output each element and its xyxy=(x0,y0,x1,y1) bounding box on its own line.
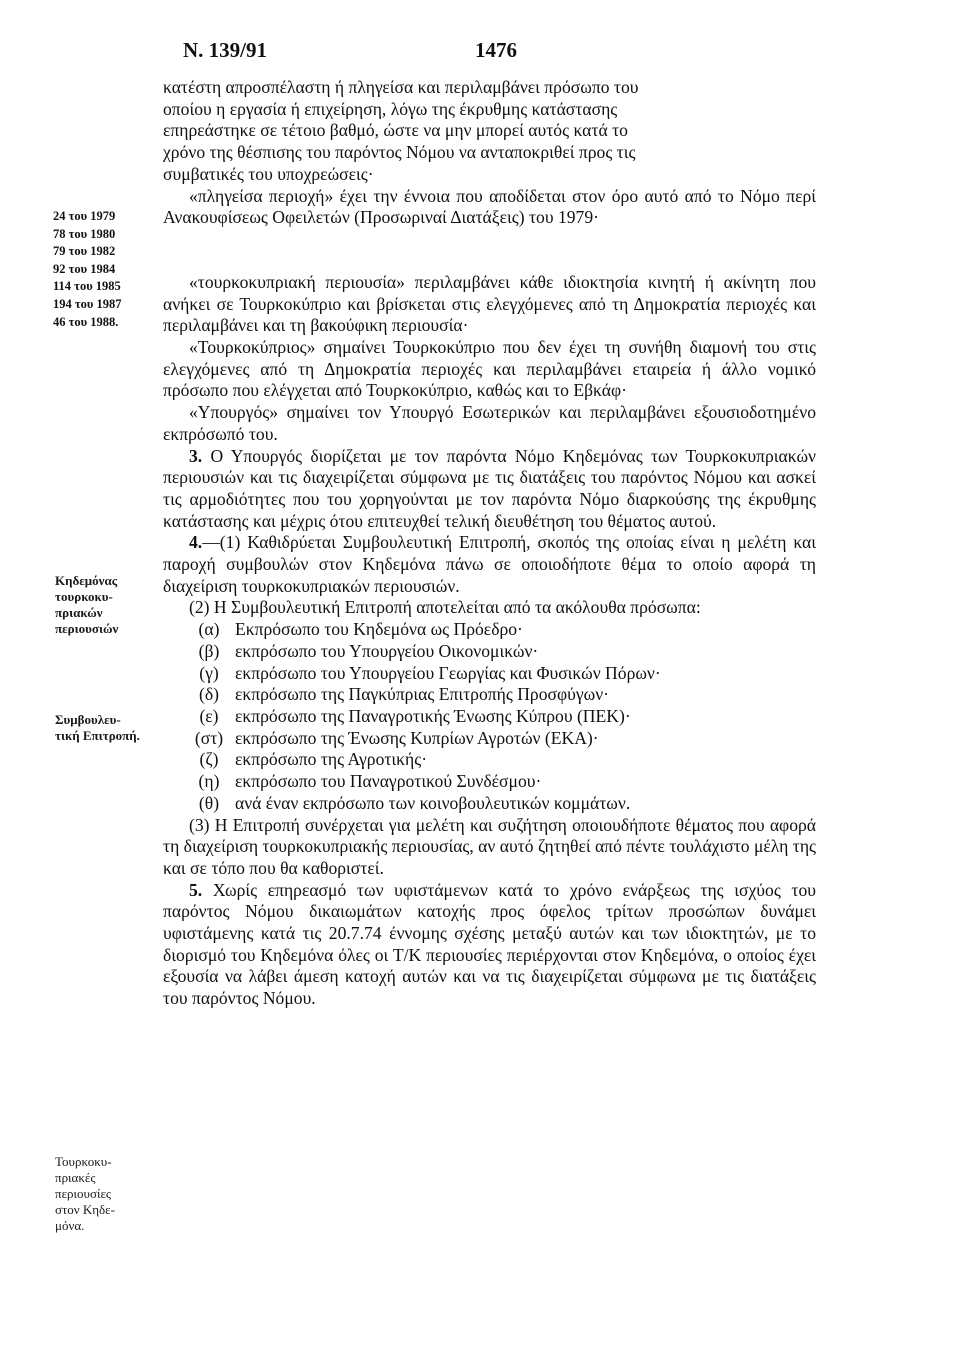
margin-note-line: πριακές xyxy=(55,1170,96,1185)
member-item xyxy=(163,684,816,706)
section-5 xyxy=(163,880,816,1010)
member-item xyxy=(163,663,816,685)
spacer xyxy=(163,229,816,272)
intro-line: συμβατικές του υποχρεώσεις· xyxy=(163,163,374,184)
member-item xyxy=(163,619,816,641)
section-4-1-text: —(1) Καθιδρύεται Συμβουλευτική Επιτροπή, σκοπός της οποίας είναι η μελέτη και παροχή συμβουλών στον Κηδεμόνα πάνω σε οποιοδήποτε θέμα το οποίο αφορά τη διαχείριση τουρκοκυπριακών περιουσιών. xyxy=(163,532,816,596)
member-label: (ζ) xyxy=(199,749,219,770)
margin-note-line: Τουρκοκυ- xyxy=(55,1154,112,1169)
section-3 xyxy=(163,446,816,533)
intro-line: επηρεάστηκε σε τέτοιο βαθμό, ώστε να μην μπορεί αυτός κατά το xyxy=(163,120,628,141)
margin-note-line: περιουσίες xyxy=(55,1186,112,1201)
margin-note-committee xyxy=(55,712,140,744)
definition-minister: «Υπουργός» σημαίνει τον Υπουργό Εσωτερικών και περιλαμβάνει εξουσιοδοτημένο εκπρόσωπό του. xyxy=(163,402,816,444)
member-label: (γ) xyxy=(199,662,219,683)
intro-line: χρόνο της θέσπισης του παρόντος Νόμου να ανταποκριθεί προς τις xyxy=(163,142,636,163)
member-text: Εκπρόσωπο του Κηδεμόνα ως Πρόεδρο· xyxy=(235,619,523,640)
section-3-text: Ο Υπουργός διορίζεται με τον παρόντα Νόμο Κηδεμόνας των Τουρκοκυπριακών περιουσιών και τις διαχειρίζεται σύμφωνα με τις διατάξεις του παρόντος Νόμου και ασκεί τις αρμοδιότητες που του χορηγούνται με τον παρόντα Νόμο διαρκούσης της έκρυθμης κατάστασης και μέχρις ότου επιτευχθεί τελική διευθέτηση του θέματος αυτού. xyxy=(163,445,817,531)
margin-note-line: τουρκοκυ- xyxy=(55,589,113,604)
intro-line: κατέστη απροσπέλαστη ή πληγείσα και περιλαμβάνει πρόσωπο του xyxy=(163,77,639,97)
member-item xyxy=(163,771,816,793)
margin-note-line: μόνα. xyxy=(55,1218,85,1233)
member-text: ανά έναν εκπρόσωπο των κοινοβουλευτικών κομμάτων. xyxy=(235,792,631,813)
definition-turkish-cypriot: «Τουρκοκύπριος» σημαίνει Τουρκοκύπριο που δεν έχει τη συνήθη διαμονή του στις ελεγχόμενες από τη Δημοκρατία περιοχές και περιλαμβάνει εταιρεία ή άλλο νομικό πρόσωπο που ελέγχεται από Τουρκοκύπριο, καθώς και το Εβκάφ· xyxy=(163,337,816,401)
section-4-1 xyxy=(163,532,816,597)
member-text: εκπρόσωπο της Ένωσης Κυπρίων Αγροτών (ΕΚΑ)· xyxy=(235,727,599,748)
member-text: εκπρόσωπο του Υπουργείου Οικονομικών· xyxy=(235,640,539,661)
margin-ref: 92 του 1984 xyxy=(53,261,116,276)
member-label: (στ) xyxy=(194,727,224,748)
member-label: (η) xyxy=(198,771,220,792)
section-4-2: (2) Η Συμβουλευτική Επιτροπή αποτελείται από τα ακόλουθα πρόσωπα: xyxy=(189,597,701,618)
member-item xyxy=(163,749,816,771)
member-label: (δ) xyxy=(198,684,219,705)
page-number: 1476 xyxy=(475,38,517,62)
margin-note-custodian xyxy=(55,573,118,637)
section-4-3: (3) Η Επιτροπή συνέρχεται για μελέτη και συζήτηση οποιουδήποτε θέματος που αφορά τη διαχείριση τουρκοκυπριακής περιουσίας, αν αυτό ζητηθεί από πέντε τουλάχιστο μέλη της και σε τόπο που θα καθοριστεί. xyxy=(163,814,816,878)
margin-ref: 114 του 1985 xyxy=(53,279,121,294)
member-text: εκπρόσωπο του Υπουργείου Γεωργίας και Φυσικών Πόρων· xyxy=(235,662,661,683)
member-text: εκπρόσωπο του Παναγροτικού Συνδέσμου· xyxy=(235,771,542,792)
section-number: 4. xyxy=(189,532,203,553)
body-text xyxy=(163,77,816,1010)
member-label: (β) xyxy=(198,640,220,661)
section-number: 3. xyxy=(189,445,203,466)
margin-law-references xyxy=(53,208,122,331)
member-text: εκπρόσωπο της Αγροτικής· xyxy=(235,749,428,770)
margin-note-line: τική Επιτροπή. xyxy=(55,728,140,743)
margin-note-line: Συμβουλευ- xyxy=(55,712,121,727)
member-label: (α) xyxy=(198,619,220,640)
margin-note-line: Κηδεμόνας xyxy=(55,573,118,588)
law-number: Ν. 139/91 xyxy=(183,38,267,62)
margin-note-line: πριακών xyxy=(55,605,103,620)
member-label: (θ) xyxy=(198,792,220,813)
margin-ref: 194 του 1987 xyxy=(53,296,122,311)
member-text: εκπρόσωπο της Παγκύπριας Επιτροπής Προσφύγων· xyxy=(235,684,610,705)
definition-affected-area: «πληγείσα περιοχή» έχει την έννοια που αποδίδεται στον όρο αυτό από το Νόμο περί Ανακουφίσεως Οφειλετών (Προσωριναί Διατάξεις) του 1979· xyxy=(163,185,816,228)
section-number: 5. xyxy=(189,879,203,900)
margin-note-properties xyxy=(55,1154,115,1234)
member-item xyxy=(163,728,816,750)
margin-note-line: περιουσιών xyxy=(55,621,119,636)
member-text: εκπρόσωπο της Παναγροτικής Ένωσης Κύπρου (ΠΕΚ)· xyxy=(235,705,631,726)
member-item xyxy=(163,641,816,663)
section-5-text: Χωρίς επηρεασμό των υφιστάμενων κατά το χρόνο ενάρξεως της ισχύος του παρόντος Νόμου δικαιωμάτων κατοχής προς όφελος τρίτων προσώπων δυνάμει υφιστάμενης κατά τις 20.7.74 έννομης σχέσης μεταξύ αυτών και των ιδιοκτητών, με το διορισμό του Κηδεμόνα όλες οι Τ/Κ περιουσίες περιέρχονται στον Κηδεμόνα, ο οποίος έχει εξουσία να λάβει άμεση κατοχή αυτών και να τις διαχειρίζεται σύμφωνα με τις διατάξεις του παρόντος Νόμου. xyxy=(163,879,817,1009)
margin-ref: 78 του 1980 xyxy=(53,226,116,241)
member-item xyxy=(163,793,816,815)
intro-line: οποίου η εργασία ή επιχείρηση, λόγω της έκρυθμης κατάστασης xyxy=(163,98,618,119)
margin-note-line: στον Κηδε- xyxy=(55,1202,115,1217)
member-label: (ε) xyxy=(199,705,219,726)
definition-tc-property: «τουρκοκυπριακή περιουσία» περιλαμβάνει κάθε ιδιοκτησία κινητή ή ακίνητη που ανήκει σε Τουρκοκύπριο και βρίσκεται στις ελεγχόμενες από τη Δημοκρατία περιοχές και περιλαμβάνει και τη βακούφικη περιουσία· xyxy=(163,271,816,336)
member-item xyxy=(163,706,816,728)
margin-ref: 46 του 1988. xyxy=(53,314,119,329)
margin-ref: 79 του 1982 xyxy=(53,244,116,259)
margin-ref: 24 του 1979 xyxy=(53,209,116,223)
